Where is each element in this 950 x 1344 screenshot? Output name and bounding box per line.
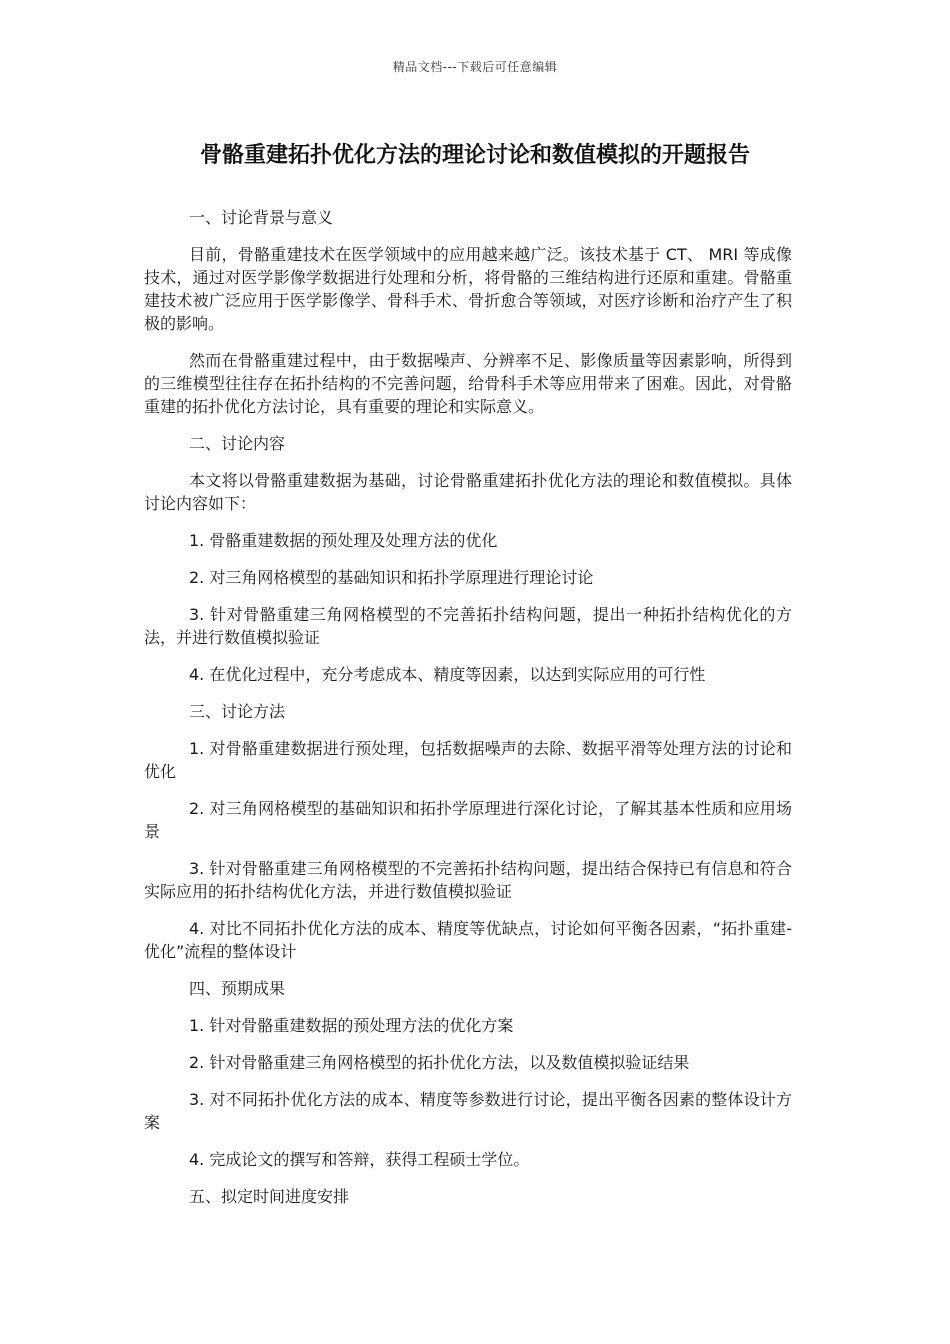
section-heading-schedule: 五、拟定时间进度安排 [189,1187,350,1206]
document-title: 骨骼重建拓扑优化方法的理论讨论和数值模拟的开题报告 [199,143,750,168]
section-heading-method: 三、讨论方法 [189,702,286,721]
document-body [144,206,792,1222]
section-heading-content: 二、讨论内容 [189,434,286,453]
list-item-result-3: 3. 对不同拓扑优化方法的成本、精度等参数进行讨论，提出平衡各因素的整体设计方案 [144,1090,792,1132]
list-item-content-1: 1. 骨骼重建数据的预处理及处理方法的优化 [189,531,498,550]
list-item-result-2: 2. 针对骨骼重建三角网格模型的拓扑优化方法，以及数值模拟验证结果 [189,1053,690,1072]
paragraph-content-intro: 本文将以骨骼重建数据为基础，讨论骨骼重建拓扑优化方法的理论和数值模拟。具体讨论内容如下： [144,471,792,513]
list-item-method-3: 3. 针对骨骼重建三角网格模型的不完善拓扑结构问题，提出结合保持已有信息和符合实际应用的拓扑结构优化方法，并进行数值模拟验证 [144,859,792,901]
list-item-result-1: 1. 针对骨骼重建数据的预处理方法的优化方案 [189,1016,514,1035]
list-item-method-4: 4. 对比不同拓扑优化方法的成本、精度等优缺点，讨论如何平衡各因素，“拓扑重建-优化”流程的整体设计 [144,919,792,961]
list-item-result-4: 4. 完成论文的撰写和答辩，获得工程硕士学位。 [189,1150,530,1169]
section-heading-background: 一、讨论背景与意义 [189,208,334,227]
list-item-method-2: 2. 对三角网格模型的基础知识和拓扑学原理进行深化讨论，了解其基本性质和应用场景 [144,799,792,841]
list-item-content-2: 2. 对三角网格模型的基础知识和拓扑学原理进行理论讨论 [189,568,594,587]
paragraph-background-intro: 目前，骨骼重建技术在医学领域中的应用越来越广泛。该技术基于 CT、 MRI 等成像技术，通过对医学影像学数据进行处理和分析，将骨骼的三维结构进行还原和重建。骨骼重建技术被广泛应用于医学影像学、骨科手术、骨折愈合等领域，对医疗诊断和治疗产生了积极的影响。 [144,245,792,333]
list-item-content-3: 3. 针对骨骼重建三角网格模型的不完善拓扑结构问题，提出一种拓扑结构优化的方法，并进行数值模拟验证 [144,605,792,647]
list-item-content-4: 4. 在优化过程中，充分考虑成本、精度等因素，以达到实际应用的可行性 [189,665,706,684]
list-item-method-1: 1. 对骨骼重建数据进行预处理，包括数据噪声的去除、数据平滑等处理方法的讨论和优化 [144,739,792,781]
section-heading-results: 四、预期成果 [189,979,286,998]
paragraph-background-problem: 然而在骨骼重建过程中，由于数据噪声、分辨率不足、影像质量等因素影响，所得到的三维模型往往存在拓扑结构的不完善问题，给骨科手术等应用带来了困难。因此，对骨骼重建的拓扑优化方法讨论，具有重要的理论和实际意义。 [144,351,792,416]
page-header-watermark: 精品文档---下载后可任意编辑 [392,60,558,74]
